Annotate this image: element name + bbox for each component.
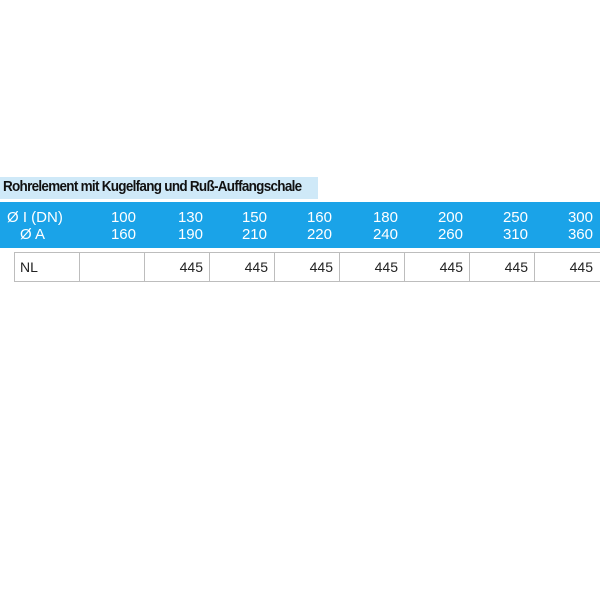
- row-divider: [14, 281, 600, 282]
- header-da-value: 210: [241, 226, 267, 243]
- row-divider: [14, 252, 600, 253]
- column-divider: [14, 252, 15, 282]
- outer-diameter-label: Ø A: [20, 226, 46, 243]
- header-di-value: 180: [372, 209, 398, 226]
- table-cell: 445: [179, 259, 203, 275]
- header-di-value: 300: [567, 209, 593, 226]
- header-da-value: 310: [502, 226, 528, 243]
- header-da-value: 160: [110, 226, 136, 243]
- table-cell: 445: [374, 259, 398, 275]
- table-cell: 445: [569, 259, 593, 275]
- row-label: NL: [20, 259, 38, 275]
- table-title: Rohrelement mit Kugelfang und Ruß-Auffangschale: [3, 178, 302, 195]
- table-cell: 445: [439, 259, 463, 275]
- header-di-value: 160: [306, 209, 332, 226]
- header-di-value: 200: [437, 209, 463, 226]
- header-di-value: 100: [110, 209, 136, 226]
- header-da-value: 190: [177, 226, 203, 243]
- header-di-value: 150: [241, 209, 267, 226]
- column-divider: [79, 252, 80, 282]
- header-di-value: 130: [177, 209, 203, 226]
- table-cell: 445: [309, 259, 333, 275]
- header-da-value: 360: [567, 226, 593, 243]
- table-header: [0, 202, 600, 248]
- inner-diameter-label: Ø I (DN): [7, 209, 63, 226]
- header-di-value: 250: [502, 209, 528, 226]
- table-cell: 445: [504, 259, 528, 275]
- table-title-bar: [0, 177, 318, 199]
- header-da-value: 240: [372, 226, 398, 243]
- table-cell: 445: [244, 259, 268, 275]
- table-row: [0, 252, 600, 282]
- header-da-value: 220: [306, 226, 332, 243]
- header-da-value: 260: [437, 226, 463, 243]
